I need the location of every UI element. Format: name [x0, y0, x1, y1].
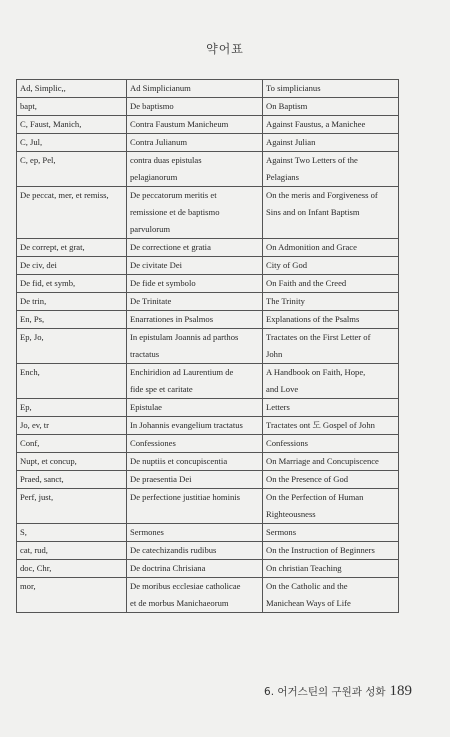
- page-title: 약어표: [206, 42, 244, 56]
- abbreviation-cell: mor,: [17, 578, 127, 613]
- latin-title-cell-line: In epistulam Joannis ad parthos: [130, 332, 239, 342]
- abbreviation-cell: C, Faust, Manich,: [17, 116, 127, 134]
- english-title-cell-line: On christian Teaching: [266, 563, 342, 573]
- english-title-cell: [263, 187, 399, 239]
- abbreviation-cell: doc, Chr,: [17, 560, 127, 578]
- english-title-cell-line: Tractates ont 도 Gospel of John: [266, 420, 375, 430]
- english-title-cell-line: Sins and on Infant Baptism: [266, 207, 360, 217]
- english-title-cell-line: City of God: [266, 260, 308, 270]
- latin-title-cell: [127, 489, 263, 524]
- english-title-cell: [263, 417, 399, 435]
- abbreviation-table: [16, 79, 399, 613]
- english-title-cell-line: Letters: [266, 402, 290, 412]
- latin-title-cell-line: De peccatorum meritis et: [130, 190, 217, 200]
- latin-title-cell-line: De fide et symbolo: [130, 278, 196, 288]
- latin-title-cell-line: Enchiridion ad Laurentium de: [130, 367, 234, 377]
- latin-title-cell-line: remissione et de baptismo: [130, 207, 220, 217]
- latin-title-cell-line: Epistulae: [130, 402, 162, 412]
- english-title-cell: [263, 293, 399, 311]
- abbreviation-cell: Ench,: [17, 364, 127, 399]
- english-title-cell-line: The Trinity: [266, 296, 305, 306]
- english-title-cell-line: Against Julian: [266, 137, 316, 147]
- table-row: [17, 453, 399, 471]
- table-row: [17, 311, 399, 329]
- latin-title-cell-line: De baptismo: [130, 101, 174, 111]
- english-title-cell-line: Confessions: [266, 438, 309, 448]
- table-row: [17, 542, 399, 560]
- table-row: [17, 116, 399, 134]
- english-title-cell-line: and Love: [266, 384, 299, 394]
- english-title-cell: [263, 578, 399, 613]
- latin-title-cell-line: Ad Simplicianum: [130, 83, 191, 93]
- english-title-cell-line: On the Perfection of Human: [266, 492, 364, 502]
- latin-title-cell-line: Enarrationes in Psalmos: [130, 314, 214, 324]
- latin-title-cell-line: De Trinitate: [130, 296, 172, 306]
- table-row: [17, 471, 399, 489]
- latin-title-cell: [127, 435, 263, 453]
- table-row: [17, 134, 399, 152]
- table-row: [17, 80, 399, 98]
- abbreviation-cell: Nupt, et concup,: [17, 453, 127, 471]
- latin-title-cell: [127, 542, 263, 560]
- table-row: [17, 560, 399, 578]
- english-title-cell-line: On the Catholic and the: [266, 581, 348, 591]
- english-title-cell-line: Pelagians: [266, 172, 299, 182]
- abbreviation-cell: Perf, just,: [17, 489, 127, 524]
- abbreviation-cell: En, Ps,: [17, 311, 127, 329]
- table-row: [17, 399, 399, 417]
- latin-title-cell-line: De perfectione justitiae hominis: [130, 492, 241, 502]
- table-row: [17, 257, 399, 275]
- english-title-cell: [263, 311, 399, 329]
- abbreviation-cell: bapt,: [17, 98, 127, 116]
- english-title-cell-line: Righteousness: [266, 509, 316, 519]
- english-title-cell: [263, 399, 399, 417]
- english-title-cell-line: Sermons: [266, 527, 297, 537]
- latin-title-cell-line: De catechizandis rudibus: [130, 545, 217, 555]
- abbreviation-cell: S,: [17, 524, 127, 542]
- latin-title-cell-line: et de morbus Manichaeorum: [130, 598, 229, 608]
- latin-title-cell-line: De moribus ecclesiae catholicae: [130, 581, 241, 591]
- latin-title-cell: [127, 134, 263, 152]
- latin-title-cell: [127, 116, 263, 134]
- english-title-cell: [263, 116, 399, 134]
- latin-title-cell-line: De correctione et gratia: [130, 242, 211, 252]
- latin-title-cell: [127, 239, 263, 257]
- english-title-cell: [263, 453, 399, 471]
- latin-title-cell: [127, 80, 263, 98]
- latin-title-cell: [127, 560, 263, 578]
- table-row: [17, 578, 399, 613]
- chapter-title: 6. 어거스틴의 구원과 성화: [264, 686, 386, 698]
- page-footer: [264, 683, 412, 700]
- english-title-cell: [263, 239, 399, 257]
- table-row: [17, 435, 399, 453]
- abbreviation-cell: Praed, sanct,: [17, 471, 127, 489]
- english-title-cell: [263, 80, 399, 98]
- table-row: [17, 293, 399, 311]
- latin-title-cell: [127, 399, 263, 417]
- latin-title-cell: [127, 152, 263, 187]
- abbreviation-cell: De fid, et symb,: [17, 275, 127, 293]
- latin-title-cell-line: In Johannis evangelium tractatus: [130, 420, 243, 430]
- english-title-cell-line: John: [266, 349, 283, 359]
- latin-title-cell: [127, 364, 263, 399]
- abbreviation-cell: De peccat, mer, et remiss,: [17, 187, 127, 239]
- abbreviation-cell: Jo, ev, tr: [17, 417, 127, 435]
- english-title-cell-line: On Faith and the Creed: [266, 278, 347, 288]
- english-title-cell: [263, 329, 399, 364]
- table-row: [17, 489, 399, 524]
- abbreviation-cell: De corrept, et grat,: [17, 239, 127, 257]
- abbreviation-cell: Ep, Jo,: [17, 329, 127, 364]
- english-title-cell: [263, 364, 399, 399]
- latin-title-cell: [127, 524, 263, 542]
- latin-title-cell: [127, 293, 263, 311]
- page-number: 189: [389, 683, 412, 699]
- latin-title-cell: [127, 417, 263, 435]
- latin-title-cell: [127, 578, 263, 613]
- english-title-cell: [263, 257, 399, 275]
- english-title-cell: [263, 471, 399, 489]
- latin-title-cell: [127, 257, 263, 275]
- table-row: [17, 364, 399, 399]
- table-row: [17, 187, 399, 239]
- latin-title-cell-line: parvulorum: [130, 224, 171, 234]
- abbreviation-cell: De civ, dei: [17, 257, 127, 275]
- english-title-cell-line: A Handbook on Faith, Hope,: [266, 367, 366, 377]
- latin-title-cell-line: Contra Julianum: [130, 137, 188, 147]
- table-row: [17, 239, 399, 257]
- english-title-cell: [263, 542, 399, 560]
- english-title-cell-line: Explanations of the Psalms: [266, 314, 360, 324]
- abbreviation-table-body: [17, 80, 399, 613]
- english-title-cell-line: Tractates on the First Letter of: [266, 332, 371, 342]
- english-title-cell-line: On the Presence of God: [266, 474, 349, 484]
- latin-title-cell: [127, 329, 263, 364]
- english-title-cell-line: On Baptism: [266, 101, 308, 111]
- english-title-cell-line: Against Faustus, a Manichee: [266, 119, 366, 129]
- latin-title-cell-line: De praesentia Dei: [130, 474, 192, 484]
- english-title-cell-line: On Marriage and Concupiscence: [266, 456, 379, 466]
- latin-title-cell-line: Sermones: [130, 527, 164, 537]
- english-title-cell-line: On the Instruction of Beginners: [266, 545, 375, 555]
- latin-title-cell: [127, 471, 263, 489]
- table-row: [17, 417, 399, 435]
- abbreviation-cell: Conf,: [17, 435, 127, 453]
- english-title-cell-line: Manichean Ways of Life: [266, 598, 351, 608]
- abbreviation-cell: Ep,: [17, 399, 127, 417]
- latin-title-cell: [127, 98, 263, 116]
- latin-title-cell: [127, 275, 263, 293]
- abbreviation-cell: cat, rud,: [17, 542, 127, 560]
- english-title-cell: [263, 134, 399, 152]
- english-title-cell: [263, 98, 399, 116]
- english-title-cell: [263, 152, 399, 187]
- latin-title-cell-line: De nuptiis et concupiscentia: [130, 456, 228, 466]
- latin-title-cell-line: De doctrina Chrisiana: [130, 563, 206, 573]
- english-title-cell: [263, 275, 399, 293]
- table-row: [17, 98, 399, 116]
- latin-title-cell-line: fide spe et caritate: [130, 384, 193, 394]
- latin-title-cell-line: tractatus: [130, 349, 160, 359]
- latin-title-cell: [127, 453, 263, 471]
- abbreviation-cell: C, Jul,: [17, 134, 127, 152]
- latin-title-cell-line: pelagianorum: [130, 172, 178, 182]
- english-title-cell-line: To simplicianus: [266, 83, 321, 93]
- table-row: [17, 524, 399, 542]
- abbreviation-cell: Ad, Simplic,,: [17, 80, 127, 98]
- table-row: [17, 152, 399, 187]
- table-row: [17, 329, 399, 364]
- latin-title-cell: [127, 187, 263, 239]
- latin-title-cell-line: Contra Faustum Manicheum: [130, 119, 229, 129]
- english-title-cell: [263, 489, 399, 524]
- english-title-cell: [263, 560, 399, 578]
- english-title-cell-line: Against Two Letters of the: [266, 155, 358, 165]
- latin-title-cell-line: contra duas epistulas: [130, 155, 202, 165]
- abbreviation-cell: De trin,: [17, 293, 127, 311]
- latin-title-cell-line: De civitate Dei: [130, 260, 183, 270]
- latin-title-cell-line: Confessiones: [130, 438, 176, 448]
- english-title-cell: [263, 435, 399, 453]
- latin-title-cell: [127, 311, 263, 329]
- english-title-cell-line: On the meris and Forgiveness of: [266, 190, 378, 200]
- english-title-cell-line: On Admonition and Grace: [266, 242, 357, 252]
- table-row: [17, 275, 399, 293]
- english-title-cell: [263, 524, 399, 542]
- abbreviation-cell: C, ep, Pel,: [17, 152, 127, 187]
